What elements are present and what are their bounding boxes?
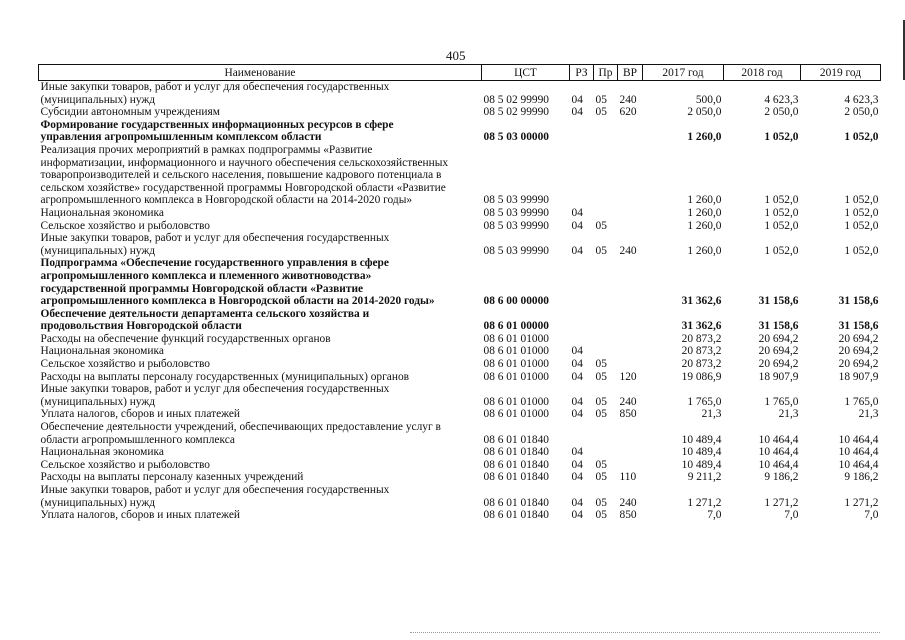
row-amount-2018: 1 052,0 [764, 131, 799, 144]
row-cst: 08 6 01 01840 [483, 433, 549, 446]
row-amount-2017: 1 260,0 [687, 219, 722, 232]
row-pr [594, 333, 618, 346]
table-row [39, 81, 881, 107]
row-pr: 05 [595, 496, 607, 509]
row-name: Национальная экономика [40, 345, 164, 358]
row-cst: 08 6 01 01840 [483, 496, 549, 509]
row-amount-2017: 1 765,0 [687, 395, 722, 408]
table-row [39, 383, 881, 408]
row-vr [618, 446, 643, 459]
row-name: Национальная экономика [40, 206, 164, 219]
row-cst: 08 6 01 01000 [483, 408, 549, 421]
row-pr [594, 207, 618, 220]
row-amount-2017: 1 271,2 [687, 496, 722, 509]
table-header [39, 65, 881, 81]
row-name: Иные закупки товаров, работ и услуг для обеспечения государственных (муниципальных) нужд [40, 484, 390, 509]
row-rz: 04 [571, 458, 583, 471]
row-rz [570, 421, 594, 446]
row-amount-2017: 1 260,0 [687, 244, 722, 257]
row-amount-2017: 21,3 [701, 408, 722, 421]
table-row [39, 207, 881, 220]
row-amount-2018: 21,3 [778, 408, 799, 421]
column-header-pr: Пр [594, 65, 618, 81]
row-amount-2017: 1 260,0 [687, 131, 722, 144]
table-row [39, 333, 881, 346]
row-vr: 850 [619, 509, 637, 522]
row-cst: 08 6 01 01000 [483, 345, 549, 358]
row-pr: 05 [595, 370, 607, 383]
table-row [39, 232, 881, 257]
row-amount-2019: 1 052,0 [844, 206, 879, 219]
row-rz: 04 [571, 509, 583, 522]
row-pr: 05 [595, 244, 607, 257]
row-pr: 05 [595, 458, 607, 471]
table-row [39, 471, 881, 484]
table-row [39, 459, 881, 472]
column-header-name: Наименование [39, 65, 482, 81]
row-vr [618, 358, 643, 371]
row-rz: 04 [571, 471, 583, 484]
row-amount-2019: 9 186,2 [844, 471, 879, 484]
row-amount-2018: 20 694,2 [758, 332, 799, 345]
row-amount-2018: 4 623,3 [764, 93, 799, 106]
row-rz: 04 [571, 219, 583, 232]
row-amount-2017: 500,0 [695, 93, 722, 106]
row-amount-2018: 10 464,4 [758, 446, 799, 459]
row-amount-2019: 1 052,0 [844, 194, 879, 207]
row-name: Субсидии автономным учреждениям [40, 106, 220, 119]
row-rz: 04 [571, 395, 583, 408]
table-row [39, 371, 881, 384]
row-amount-2019: 31 158,6 [838, 320, 879, 333]
row-amount-2018: 1 271,2 [764, 496, 799, 509]
row-amount-2018: 31 158,6 [758, 295, 799, 308]
row-rz: 04 [571, 408, 583, 421]
row-vr: 240 [619, 244, 637, 257]
row-rz: 04 [571, 106, 583, 119]
table-row [39, 408, 881, 421]
table-body [39, 81, 881, 522]
row-amount-2019: 1 052,0 [844, 219, 879, 232]
row-rz [570, 308, 594, 333]
row-amount-2017: 31 362,6 [681, 295, 722, 308]
row-amount-2017: 7,0 [707, 509, 722, 522]
row-amount-2019: 10 464,4 [838, 446, 879, 459]
table-row [39, 220, 881, 233]
row-vr [618, 144, 643, 207]
row-name: Уплата налогов, сборов и иных платежей [40, 509, 240, 522]
row-pr: 05 [595, 106, 607, 119]
row-rz: 04 [571, 206, 583, 219]
row-cst: 08 6 01 01000 [483, 332, 549, 345]
row-amount-2018: 7,0 [784, 509, 799, 522]
row-amount-2019: 1 271,2 [844, 496, 879, 509]
row-rz [570, 119, 594, 144]
row-vr [618, 207, 643, 220]
row-name: Подпрограмма «Обеспечение государственного управления в сфере агропромышленного комплекса и племенного животноводства» государственной программы Новгородской области «Развитие агропромышленного комплекса в Новгородской области на 2014-2020 годы» [40, 257, 435, 308]
row-vr [618, 459, 643, 472]
row-pr [594, 257, 618, 307]
row-name: Расходы на выплаты персоналу казенных учреждений [40, 471, 304, 484]
row-amount-2018: 1 052,0 [764, 194, 799, 207]
row-amount-2017: 20 873,2 [681, 345, 722, 358]
row-amount-2017: 20 873,2 [681, 332, 722, 345]
row-name: Иные закупки товаров, работ и услуг для обеспечения государственных (муниципальных) нужд [40, 232, 390, 257]
row-cst: 08 6 01 01840 [483, 446, 549, 459]
table-row [39, 144, 881, 207]
row-cst: 08 5 03 00000 [483, 131, 549, 144]
row-cst: 08 5 03 99990 [483, 244, 549, 257]
row-amount-2019: 4 623,3 [844, 93, 879, 106]
row-cst: 08 5 03 99990 [483, 194, 549, 207]
row-cst: 08 5 02 99990 [483, 106, 549, 119]
table-row [39, 308, 881, 333]
row-rz [570, 144, 594, 207]
row-pr: 05 [595, 408, 607, 421]
row-pr: 05 [595, 471, 607, 484]
row-cst: 08 5 02 99990 [483, 93, 549, 106]
page-number: 405 [446, 48, 466, 63]
row-cst: 08 6 01 01840 [483, 509, 549, 522]
row-pr [594, 308, 618, 333]
budget-table [38, 64, 881, 522]
row-cst: 08 6 00 00000 [483, 295, 549, 308]
row-vr: 240 [619, 496, 637, 509]
row-vr: 620 [619, 106, 637, 119]
table-row [39, 119, 881, 144]
column-header-2018: 2018 год [724, 65, 801, 81]
row-vr [618, 308, 643, 333]
row-name: Сельское хозяйство и рыболовство [40, 458, 210, 471]
row-amount-2019: 31 158,6 [838, 295, 879, 308]
table-row [39, 106, 881, 119]
row-rz [570, 333, 594, 346]
row-rz: 04 [571, 370, 583, 383]
row-amount-2017: 1 260,0 [687, 194, 722, 207]
row-vr: 850 [619, 408, 637, 421]
row-pr: 05 [595, 219, 607, 232]
row-cst: 08 5 03 99990 [483, 206, 549, 219]
row-amount-2019: 10 464,4 [838, 433, 879, 446]
table-row [39, 345, 881, 358]
row-amount-2019: 1 052,0 [844, 131, 879, 144]
row-amount-2018: 1 765,0 [764, 395, 799, 408]
row-name: Обеспечение деятельности учреждений, обеспечивающих предоставление услуг в области агропромышленного комплекса [40, 421, 441, 446]
row-amount-2019: 20 694,2 [838, 332, 879, 345]
row-vr: 120 [619, 370, 637, 383]
row-vr: 110 [619, 471, 637, 484]
row-pr [594, 345, 618, 358]
row-amount-2017: 1 260,0 [687, 206, 722, 219]
row-amount-2017: 31 362,6 [681, 320, 722, 333]
row-rz: 04 [571, 496, 583, 509]
row-amount-2017: 2 050,0 [687, 106, 722, 119]
row-rz [570, 257, 594, 307]
row-pr [594, 421, 618, 446]
row-amount-2017: 9 211,2 [687, 471, 722, 484]
row-amount-2019: 10 464,4 [838, 458, 879, 471]
column-header-vr: ВР [618, 65, 643, 81]
row-rz: 04 [571, 358, 583, 371]
column-header-rz: РЗ [570, 65, 594, 81]
row-cst: 08 5 03 99990 [483, 219, 549, 232]
row-amount-2018: 1 052,0 [764, 206, 799, 219]
row-name: Иные закупки товаров, работ и услуг для обеспечения государственных (муниципальных) нужд [40, 81, 390, 106]
row-name: Иные закупки товаров, работ и услуг для обеспечения государственных (муниципальных) нужд [40, 383, 390, 408]
row-cst: 08 6 01 01840 [483, 471, 549, 484]
row-name: Формирование государственных информационных ресурсов в сфере управления агропромышленным комплексом области [40, 118, 394, 144]
column-header-2019: 2019 год [801, 65, 881, 81]
row-name: Уплата налогов, сборов и иных платежей [40, 408, 240, 421]
table-row [39, 421, 881, 446]
row-amount-2017: 10 489,4 [681, 433, 722, 446]
row-amount-2018: 20 694,2 [758, 358, 799, 371]
row-name: Реализация прочих мероприятий в рамках подпрограммы «Развитие информатизации, информационного и научного обеспечения сельскохозяйственных товаропроизводителей и сельского населения, повышение кадрового потенциала в сельском хозяйстве» государственной программы Новгородской области «Развитие агропромышленного комплекса в Новгородской области на 2014-2020 годы» [40, 143, 449, 207]
table-row [39, 509, 881, 522]
row-name: Обеспечение деятельности департамента сельского хозяйства и продовольствия Новгородской области [40, 307, 370, 333]
row-cst: 08 6 01 01000 [483, 395, 549, 408]
row-name: Расходы на обеспечение функций государственных органов [40, 332, 331, 345]
row-amount-2018: 10 464,4 [758, 458, 799, 471]
row-pr [594, 446, 618, 459]
row-vr [618, 345, 643, 358]
row-vr: 240 [619, 395, 637, 408]
row-amount-2017: 10 489,4 [681, 446, 722, 459]
table-row [39, 446, 881, 459]
row-amount-2017: 10 489,4 [681, 458, 722, 471]
row-amount-2017: 19 086,9 [681, 370, 722, 383]
row-cst: 08 6 01 00000 [483, 320, 549, 333]
column-header-cst: ЦСТ [482, 65, 570, 81]
row-pr: 05 [595, 358, 607, 371]
scan-noise [410, 632, 880, 635]
row-vr [618, 119, 643, 144]
row-amount-2018: 9 186,2 [764, 471, 799, 484]
row-rz: 04 [571, 446, 583, 459]
row-vr [618, 333, 643, 346]
row-rz: 04 [571, 93, 583, 106]
table-row [39, 257, 881, 307]
table-row [39, 484, 881, 509]
row-vr: 240 [619, 93, 637, 106]
row-name: Национальная экономика [40, 446, 164, 459]
row-amount-2019: 20 694,2 [838, 358, 879, 371]
table-row [39, 358, 881, 371]
row-cst: 08 6 01 01000 [483, 370, 549, 383]
row-name: Сельское хозяйство и рыболовство [40, 219, 210, 232]
row-amount-2019: 20 694,2 [838, 345, 879, 358]
row-pr [594, 144, 618, 207]
row-amount-2018: 1 052,0 [764, 244, 799, 257]
row-name: Сельское хозяйство и рыболовство [40, 358, 210, 371]
row-cst: 08 6 01 01840 [483, 458, 549, 471]
row-amount-2018: 31 158,6 [758, 320, 799, 333]
header-row [39, 65, 881, 81]
row-amount-2018: 18 907,9 [758, 370, 799, 383]
row-amount-2019: 18 907,9 [838, 370, 879, 383]
row-pr: 05 [595, 395, 607, 408]
row-name: Расходы на выплаты персоналу государственных (муниципальных) органов [40, 370, 410, 383]
row-cst: 08 6 01 01000 [483, 358, 549, 371]
row-amount-2019: 1 052,0 [844, 244, 879, 257]
row-pr: 05 [595, 93, 607, 106]
row-vr [618, 220, 643, 233]
row-amount-2018: 1 052,0 [764, 219, 799, 232]
row-rz: 04 [571, 244, 583, 257]
row-rz: 04 [571, 345, 583, 358]
row-amount-2018: 20 694,2 [758, 345, 799, 358]
row-vr [618, 421, 643, 446]
row-amount-2017: 20 873,2 [681, 358, 722, 371]
row-amount-2019: 7,0 [864, 509, 879, 522]
row-amount-2018: 10 464,4 [758, 433, 799, 446]
row-amount-2019: 2 050,0 [844, 106, 879, 119]
row-vr [618, 257, 643, 307]
column-header-2017: 2017 год [643, 65, 724, 81]
row-amount-2019: 21,3 [858, 408, 879, 421]
row-pr: 05 [595, 509, 607, 522]
row-pr [594, 119, 618, 144]
row-amount-2019: 1 765,0 [844, 395, 879, 408]
row-amount-2018: 2 050,0 [764, 106, 799, 119]
